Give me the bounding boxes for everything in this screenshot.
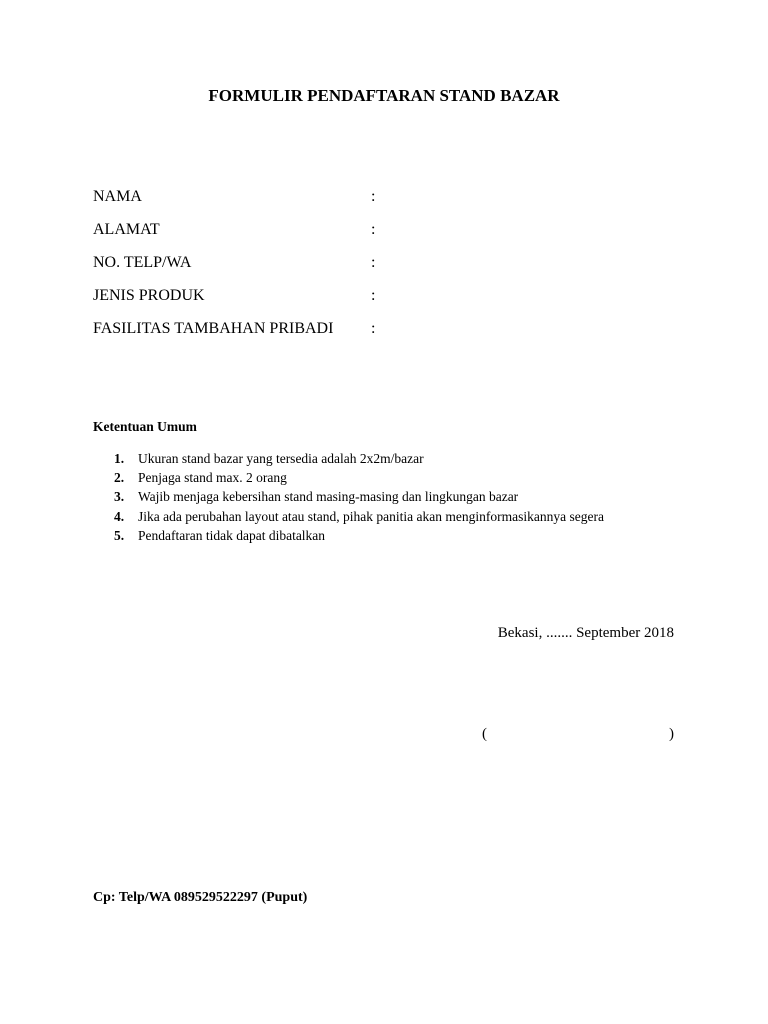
field-row-alamat <box>93 221 513 243</box>
field-row-jenis-produk <box>93 287 513 309</box>
list-item <box>114 509 714 528</box>
field-colon: : <box>371 320 376 337</box>
field-label: JENIS PRODUK <box>93 287 205 304</box>
list-item-text: Penjaga stand max. 2 orang <box>138 470 287 485</box>
field-colon: : <box>371 254 376 271</box>
field-label: FASILITAS TAMBAHAN PRIBADI <box>93 320 334 337</box>
list-item-number: 5. <box>114 528 125 543</box>
list-item <box>114 528 714 547</box>
list-item-number: 3. <box>114 489 125 504</box>
field-colon: : <box>371 287 376 304</box>
form-title: FORMULIR PENDAFTARAN STAND BAZAR <box>208 86 560 105</box>
signature-close-paren: ) <box>669 726 674 742</box>
list-item <box>114 489 714 508</box>
field-colon: : <box>371 221 376 238</box>
field-label: NO. TELP/WA <box>93 254 192 271</box>
place-date: Bekasi, ....... September 2018 <box>497 625 674 641</box>
list-item-text: Jika ada perubahan layout atau stand, pihak panitia akan menginformasikannya segera <box>138 509 604 524</box>
list-item-number: 1. <box>114 451 125 466</box>
list-item-text: Ukuran stand bazar yang tersedia adalah 2x2m/bazar <box>138 451 424 466</box>
field-row-telp <box>93 254 513 276</box>
field-colon: : <box>371 188 376 205</box>
signature-open-paren: ( <box>482 726 487 742</box>
list-item-number: 2. <box>114 470 125 485</box>
list-item-text: Wajib menjaga kebersihan stand masing-masing dan lingkungan bazar <box>138 489 519 504</box>
list-item-text: Pendaftaran tidak dapat dibatalkan <box>138 528 326 543</box>
contact-info: Cp: Telp/WA 089529522297 (Puput) <box>93 890 308 905</box>
field-label: ALAMAT <box>93 221 160 238</box>
field-row-fasilitas <box>93 320 513 342</box>
list-item <box>114 451 714 470</box>
list-item-number: 4. <box>114 509 125 524</box>
rules-heading: Ketentuan Umum <box>93 419 197 434</box>
list-item <box>114 470 714 489</box>
field-label: NAMA <box>93 188 142 205</box>
field-row-nama <box>93 188 513 210</box>
